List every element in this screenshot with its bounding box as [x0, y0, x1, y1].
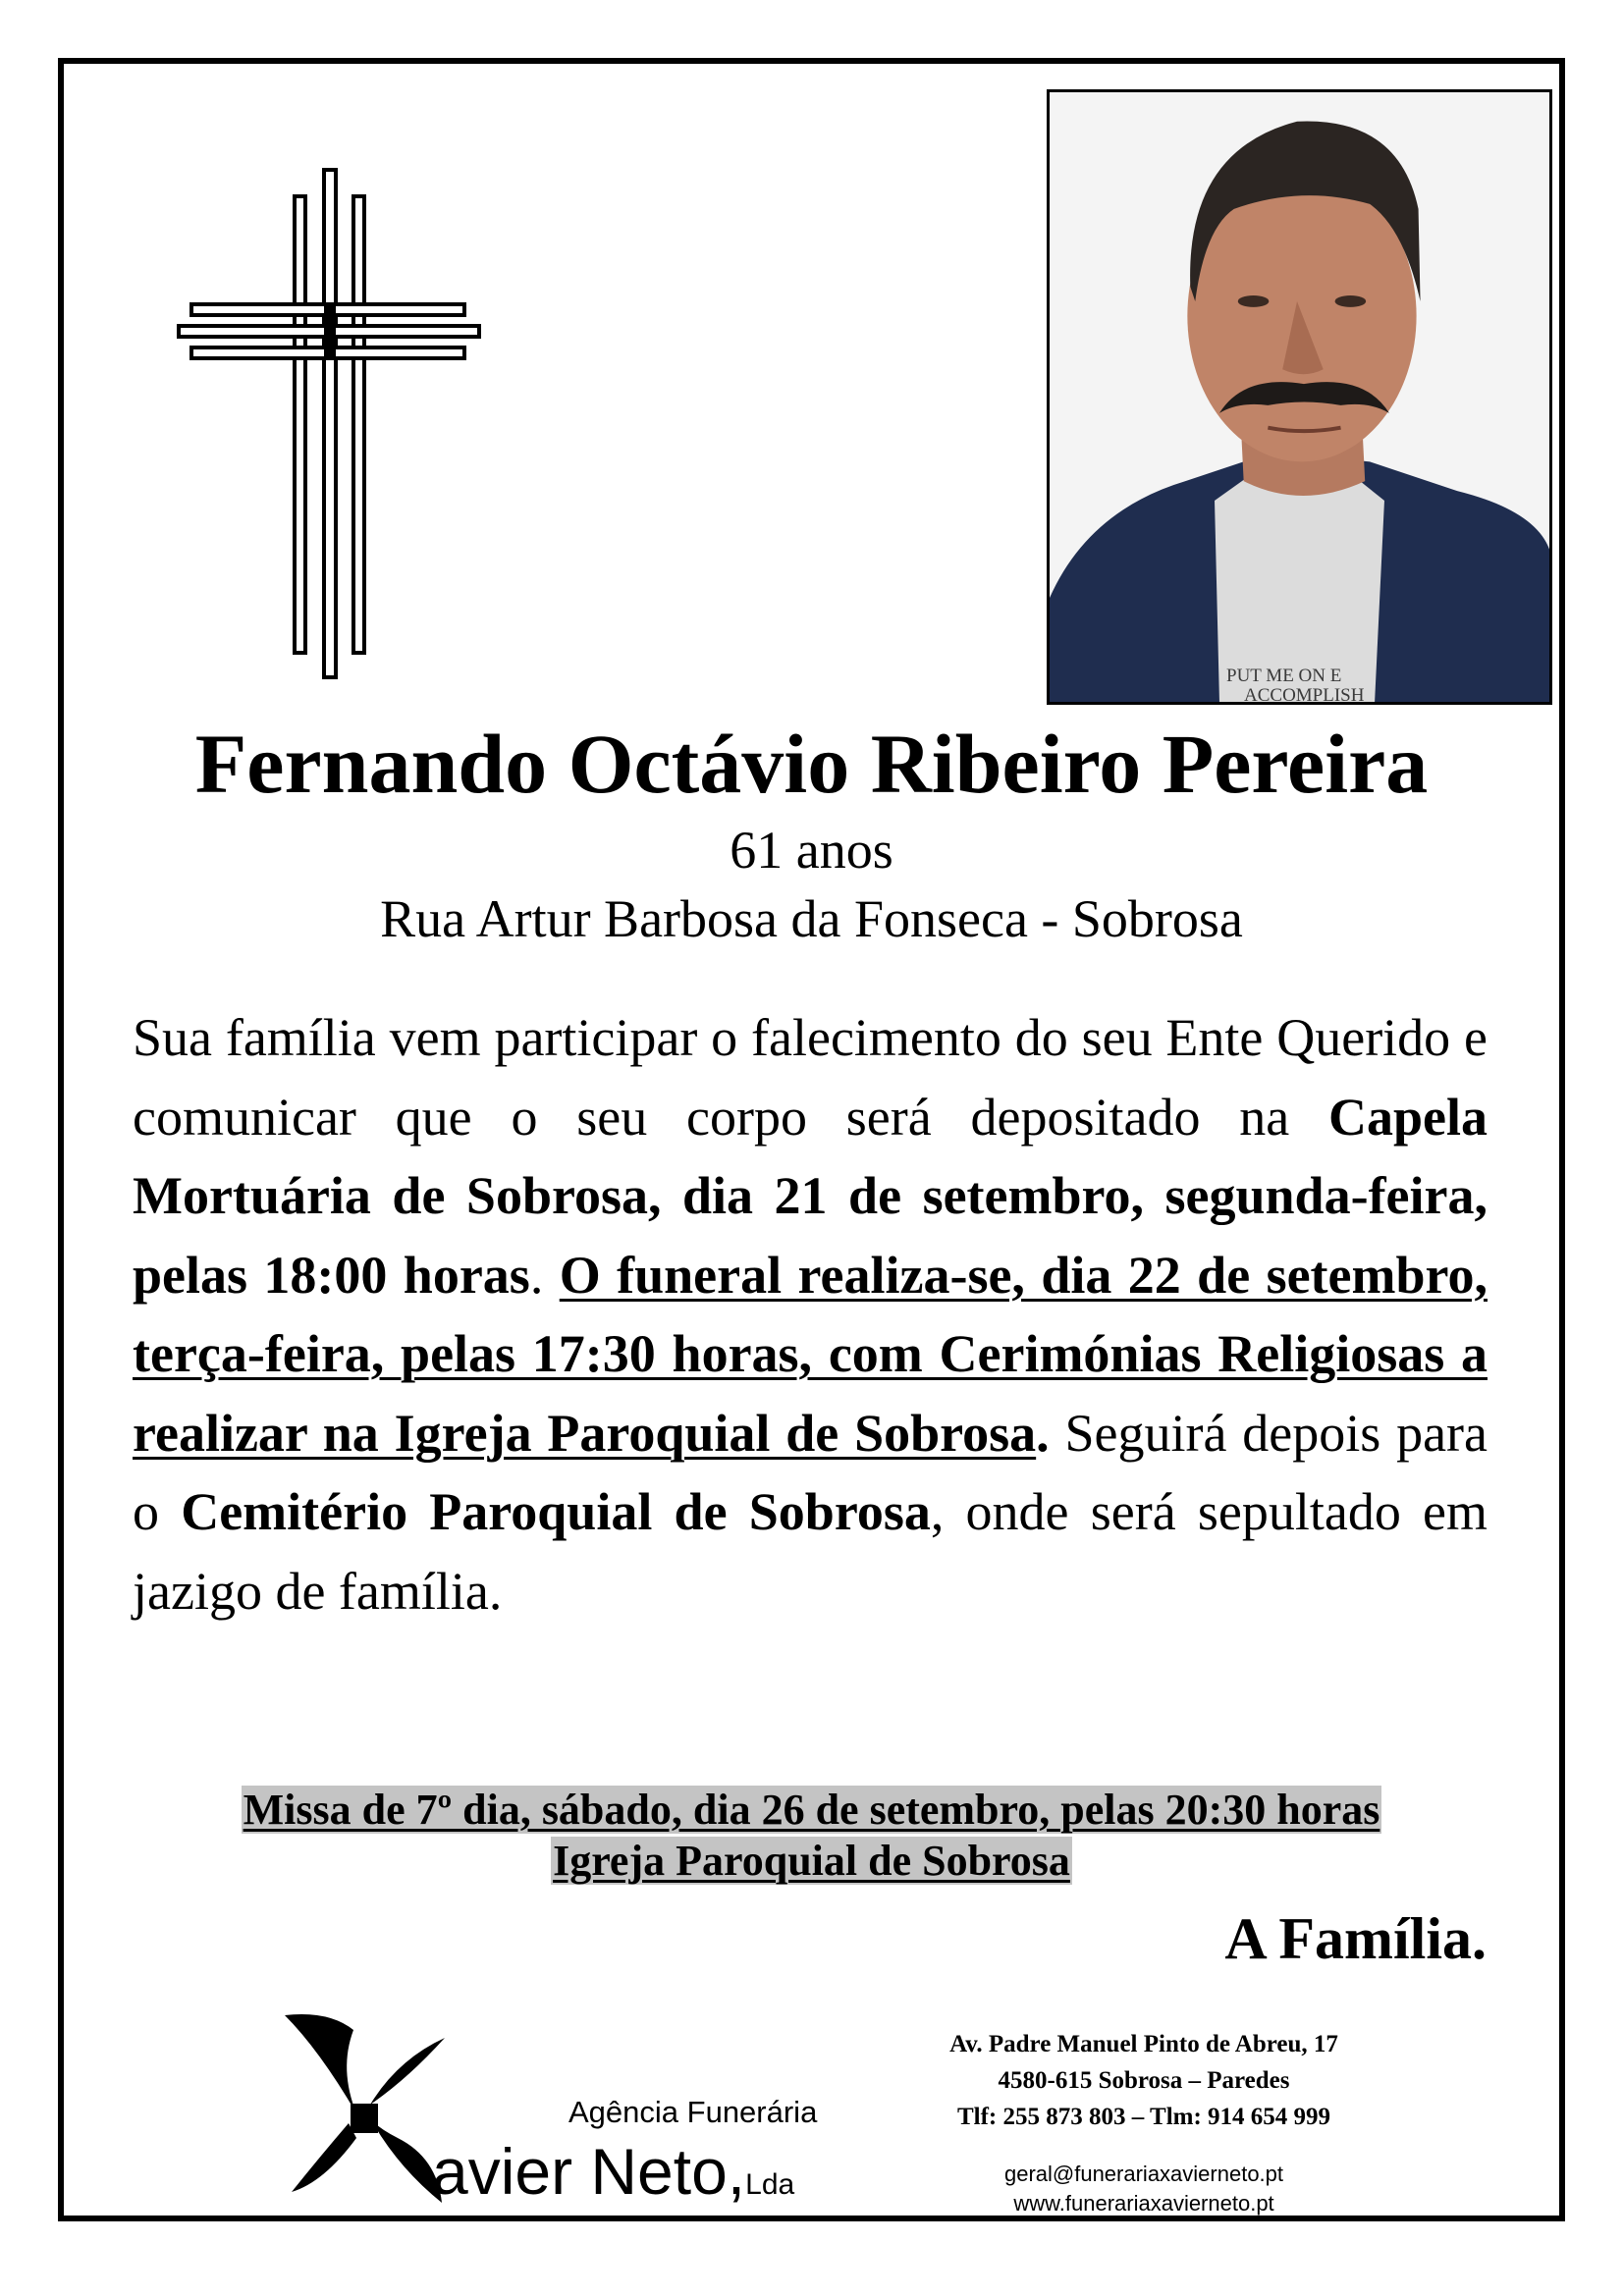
funeral-details: O funeral realiza-se, dia 22 de setembro, terça-feira, pelas 17:30 horas, com Cerimónias Religiosas a realizar na Igreja Paroquial de Sobrosa [133, 1245, 1488, 1463]
deceased-age: 61 anos [730, 821, 893, 880]
wake-details: Capela Mortuária de Sobrosa, dia 21 de setembro, segunda-feira, pelas 18:00 horas [133, 1087, 1488, 1305]
agency-web-contact [889, 2160, 1399, 2218]
agency-address-line-2: 4580-615 Sobrosa – Paredes [998, 2067, 1290, 2094]
burial-details: , onde será sepultado em jazigo de família. [133, 1482, 1488, 1621]
deceased-address: Rua Artur Barbosa da Fonseca - Sobrosa [380, 889, 1243, 948]
shirt-print-line: PUT ME ON E [1226, 666, 1342, 686]
agency-suffix: Lda [745, 2168, 795, 2201]
announcement-text [133, 998, 1488, 1630]
cemetery-name: Cemitério Paroquial de Sobrosa [181, 1482, 931, 1541]
agency-contact [889, 2026, 1399, 2135]
announcement-followup: Seguirá depois para o [133, 1403, 1488, 1541]
funeral-period: . [1036, 1403, 1050, 1463]
mass-notice [0, 1785, 1623, 1887]
shirt-print-text [1226, 667, 1393, 705]
shirt-print-line: ACCOMPLISH [1244, 685, 1365, 705]
agency-address-line-1: Av. Padre Manuel Pinto de Abreu, 17 [949, 2031, 1338, 2057]
family-signature: A Família. [1224, 1906, 1487, 1971]
agency-website: www.funerariaxavierneto.pt [1013, 2191, 1274, 2216]
mass-line-1: Missa de 7º dia, sábado, dia 26 de setembro, pelas 20:30 horas [243, 1786, 1380, 1834]
agency-email: geral@funerariaxavierneto.pt [1003, 2162, 1284, 2186]
agency-label: Agência Funerária [568, 2095, 818, 2129]
portrait-photo [1047, 89, 1552, 705]
announcement-separator: . [529, 1245, 560, 1305]
mass-line-2: Igreja Paroquial de Sobrosa [553, 1837, 1070, 1885]
agency-phones: Tlf: 255 873 803 – Tlm: 914 654 999 [956, 2104, 1331, 2130]
agency-logo-icon [280, 2010, 449, 2207]
agency-name [432, 2134, 794, 2222]
cross-icon [177, 167, 481, 682]
agency-name-text: avier Neto, [432, 2135, 746, 2208]
announcement-intro: Sua família vem participar o falecimento do seu Ente Querido e comunicar que o seu corpo será depositado na [133, 1008, 1488, 1147]
deceased-name: Fernando Octávio Ribeiro Pereira [194, 717, 1429, 811]
